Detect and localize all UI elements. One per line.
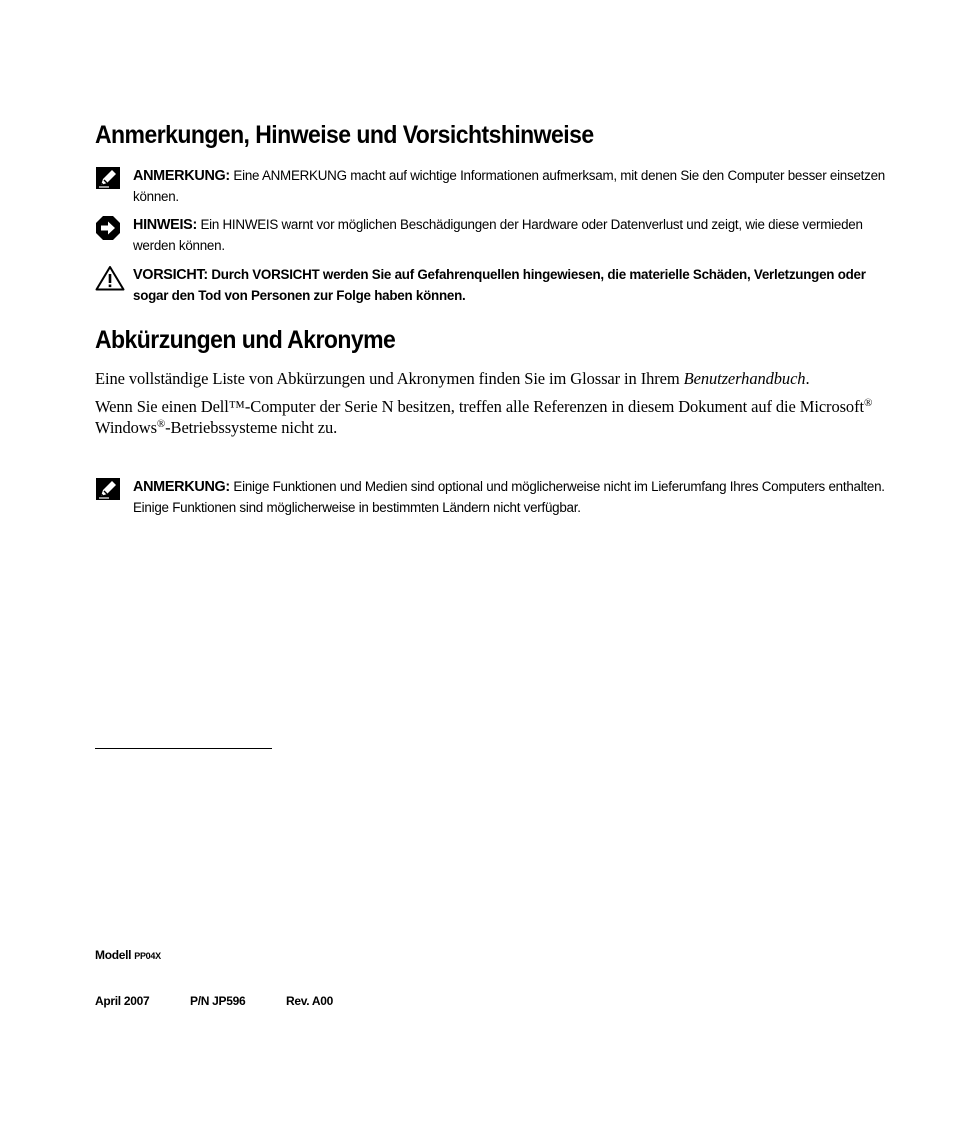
- manual-title: Benutzerhandbuch: [683, 369, 806, 388]
- model-number: Modell PP04X: [95, 948, 161, 962]
- revision: Rev. A00: [286, 994, 333, 1008]
- paragraph-n-series: Wenn Sie einen Dell™-Computer der Serie N besitzen, treffen alle Referenzen in diesem Dokument auf die Microsoft® Windows®-Betriebssysteme nicht zu.: [95, 397, 873, 437]
- notice-text: Eine ANMERKUNG macht auf wichtige Informationen aufmerksam, mit denen Sie den Computer besser einsetzen können.: [133, 168, 885, 204]
- paragraph-glossary: Eine vollständige Liste von Abkürzungen und Akronymen finden Sie im Glossar in Ihrem Benutzerhandbuch.: [95, 369, 810, 388]
- note-callout: [95, 166, 895, 206]
- notice-label: VORSICHT:: [133, 267, 208, 283]
- caution-triangle-icon: [95, 265, 125, 291]
- note-pencil-icon: [95, 166, 125, 192]
- notice-text: Ein HINWEIS warnt vor möglichen Beschädigungen der Hardware oder Datenverlust und zeigt, wie diese vermieden werden können.: [133, 217, 863, 253]
- notice-label: HINWEIS:: [133, 217, 197, 233]
- notice-label: ANMERKUNG:: [133, 168, 230, 184]
- notice-arrow-icon: [95, 215, 125, 241]
- section-heading-notes: Anmerkungen, Hinweise und Vorsichtshinweise: [95, 121, 594, 149]
- notice-callout: [95, 215, 895, 255]
- note-pencil-icon: [95, 477, 125, 503]
- section-heading-abbreviations: Abkürzungen und Akronyme: [95, 326, 396, 354]
- note-callout-optional-features: [95, 477, 895, 517]
- caution-callout: [95, 265, 895, 305]
- separator-rule: [95, 748, 272, 749]
- notice-text: Einige Funktionen und Medien sind optional und möglicherweise nicht im Lieferumfang Ihres Computers enthalten. Einige Funktionen sind möglicherweise in bestimmten Ländern nicht verfügbar.: [133, 479, 885, 515]
- part-number: P/N JP596: [190, 994, 246, 1008]
- publication-date: April 2007: [95, 994, 150, 1008]
- notice-label: ANMERKUNG:: [133, 479, 230, 495]
- notice-text: Durch VORSICHT werden Sie auf Gefahrenquellen hingewiesen, die materielle Schäden, Verletzungen oder sogar den Tod von Personen zur Folge haben können.: [133, 267, 866, 303]
